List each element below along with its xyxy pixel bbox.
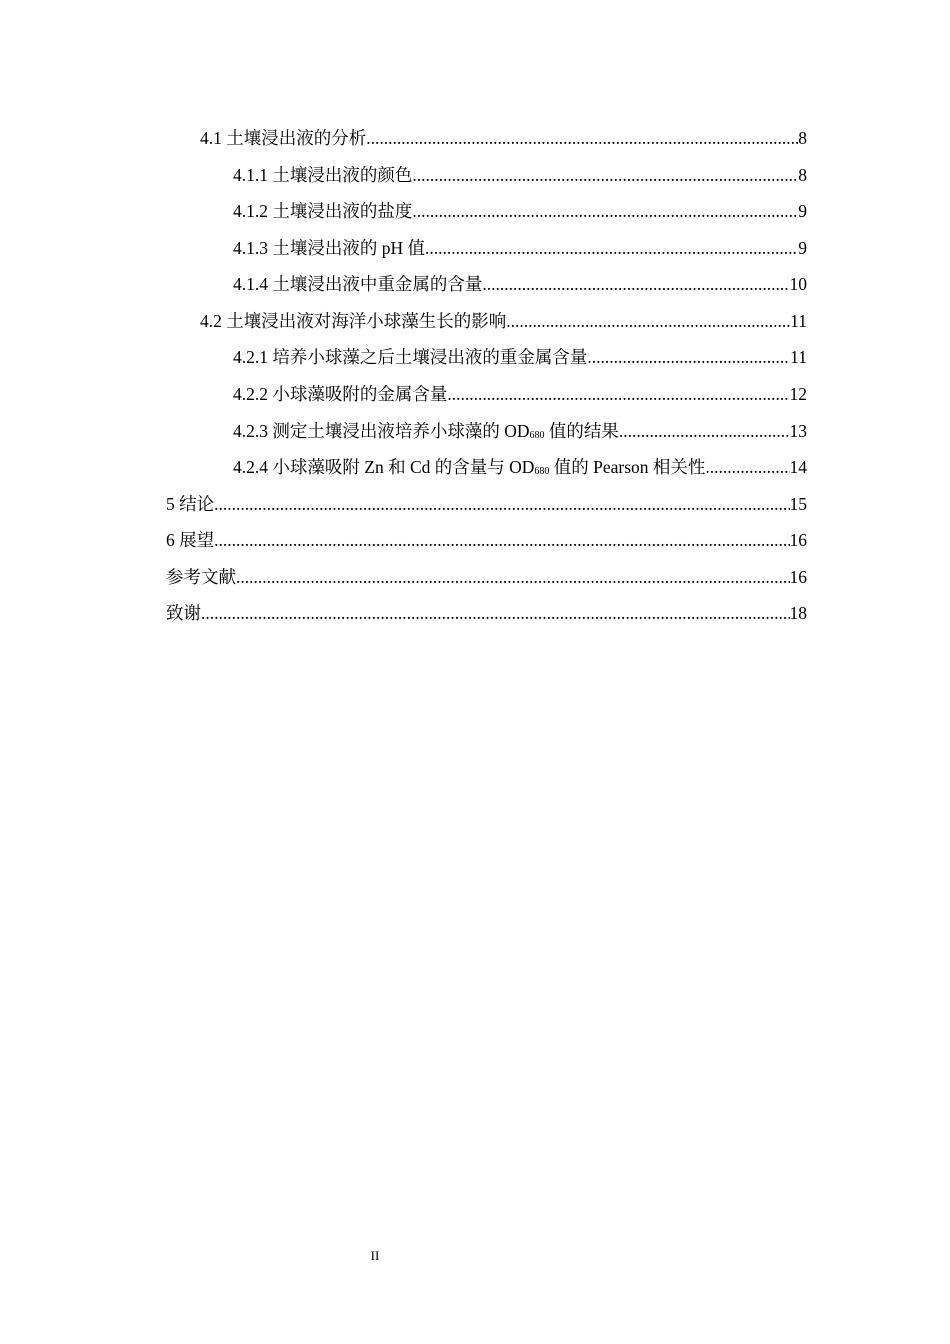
- toc-entry-title: 4.1.2 土壤浸出液的盐度: [233, 201, 413, 221]
- subscript-680: 680: [534, 466, 550, 477]
- toc-dot-leader: [506, 308, 790, 334]
- toc-entry[interactable]: [166, 600, 807, 626]
- toc-entry[interactable]: [166, 527, 807, 553]
- toc-page-number: 13: [789, 421, 807, 441]
- toc-dot-leader: [366, 125, 798, 151]
- toc-entry[interactable]: [233, 235, 807, 261]
- toc-page-number: 11: [790, 311, 807, 331]
- toc-page-number: 10: [789, 274, 807, 294]
- toc-entry[interactable]: [233, 381, 807, 407]
- toc-page-number: 8: [798, 165, 807, 185]
- page-number-footer: II: [370, 1248, 380, 1263]
- toc-entry-title: 4.2.2 小球藻吸附的金属含量: [233, 384, 448, 404]
- toc-dot-leader: [619, 418, 790, 444]
- toc-entry-title: 4.2.4 小球藻吸附 Zn 和 Cd 的含量与 $OD_{680}$ 值的 Pearson 相关性: [233, 457, 706, 477]
- toc-page-number: 9: [798, 238, 807, 258]
- toc-entry-title: 参考文献: [166, 567, 236, 587]
- toc-entry[interactable]: [233, 198, 807, 224]
- toc-page-number: 9: [798, 201, 807, 221]
- toc-entry[interactable]: [166, 564, 807, 590]
- toc-page-number: 15: [789, 494, 807, 514]
- toc-entry[interactable]: [233, 344, 807, 370]
- toc-dot-leader: [412, 198, 798, 224]
- toc-dot-leader: [236, 564, 790, 590]
- toc-entry[interactable]: [166, 491, 807, 517]
- toc-dot-leader: [412, 162, 798, 188]
- toc-entry-title: 4.2.1 培养小球藻之后土壤浸出液的重金属含量: [233, 347, 588, 367]
- toc-dot-leader: [214, 491, 789, 517]
- toc-dot-leader: [425, 235, 798, 261]
- toc-dot-leader: [587, 344, 790, 370]
- toc-entry[interactable]: [233, 162, 807, 188]
- toc-entry-title: 4.1 土壤浸出液的分析: [200, 128, 367, 148]
- toc-entry-title: 5 结论: [166, 494, 215, 514]
- toc-page-number: 12: [789, 384, 807, 404]
- toc-dot-leader: [482, 271, 789, 297]
- toc-entry[interactable]: [233, 454, 807, 480]
- toc-page-number: 8: [798, 128, 807, 148]
- subscript-680: 680: [529, 430, 545, 441]
- toc-entry-title: 4.1.1 土壤浸出液的颜色: [233, 165, 413, 185]
- toc-entry-title: 致谢: [166, 603, 201, 623]
- toc-dot-leader: [214, 527, 789, 553]
- toc-entry[interactable]: [233, 271, 807, 297]
- toc-dot-leader: [201, 600, 790, 626]
- toc-entry-title: 4.1.4 土壤浸出液中重金属的含量: [233, 274, 483, 294]
- toc-entry-title: 4.2 土壤浸出液对海洋小球藻生长的影响: [200, 311, 507, 331]
- toc-dot-leader: [447, 381, 789, 407]
- toc-page-number: 16: [789, 567, 807, 587]
- toc-entry-title: 4.2.3 测定土壤浸出液培养小球藻的 $OD_{680}$ 值的结果: [233, 421, 619, 441]
- toc-entry-title: 6 展望: [166, 530, 215, 550]
- toc-page-number: 14: [789, 457, 807, 477]
- toc-entry[interactable]: [233, 418, 807, 444]
- toc-page-number: 11: [790, 347, 807, 367]
- toc-entry[interactable]: [200, 308, 807, 334]
- toc-entry[interactable]: [200, 125, 807, 151]
- toc-page-number: 18: [789, 603, 807, 623]
- toc-dot-leader: [705, 454, 789, 480]
- toc-page-number: 16: [789, 530, 807, 550]
- toc-entry-title: 4.1.3 土壤浸出液的 pH 值: [233, 238, 426, 258]
